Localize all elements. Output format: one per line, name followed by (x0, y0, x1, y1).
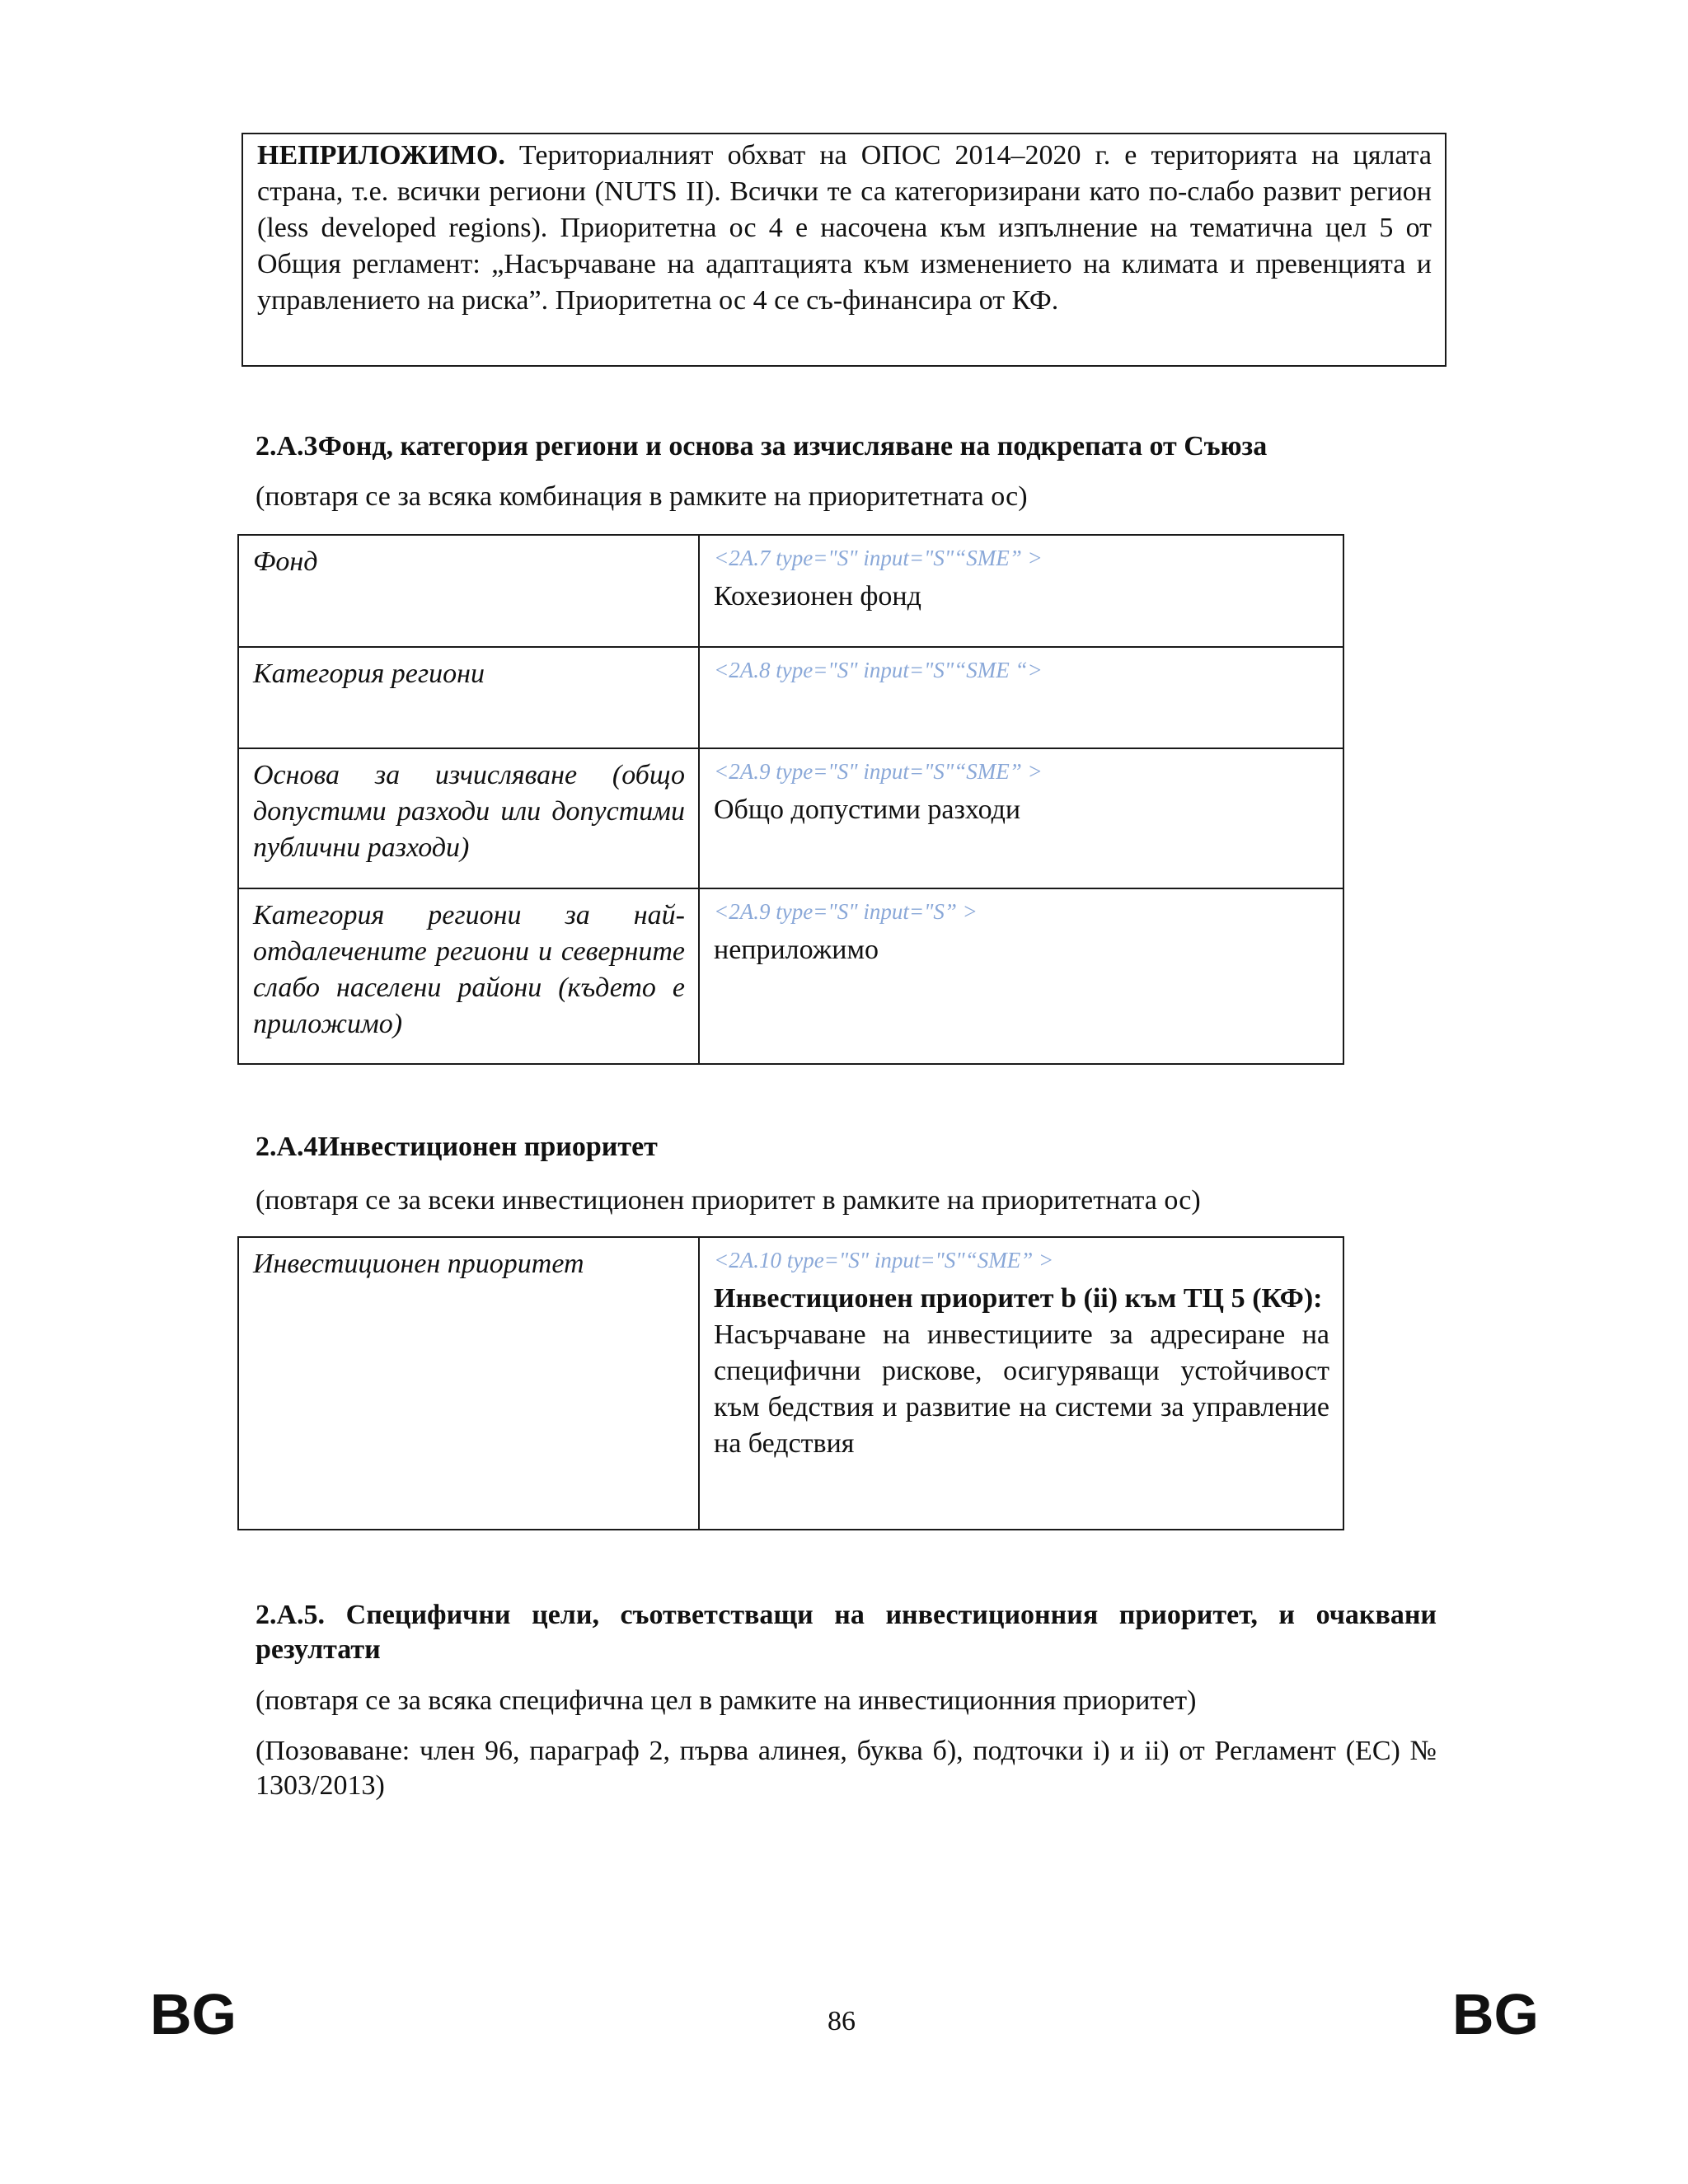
row-label-investment-priority: Инвестиционен приоритет (238, 1237, 699, 1530)
row-value-region-category (699, 647, 1343, 748)
section-2a3-note: (повтаря се за всяка комбинация в рамките на приоритетната ос) (256, 481, 1028, 512)
field-tag: <2A.8 type="S" input="S"“SME “> (714, 658, 1043, 682)
field-tag: <2A.9 type="S" input="S” > (714, 899, 978, 924)
section-2a5-title: Специфични цели, съответстващи на инвестиционния приоритет, и очаквани резултати (256, 1600, 1437, 1665)
row-label-calculation-basis: Основа за изчисляване (общо допустими разходи или допустими публични разходи) (238, 748, 699, 888)
section-2a5-number: 2.A.5. (256, 1600, 326, 1630)
row-value-investment-priority (699, 1237, 1343, 1530)
footer-language-mark-right: BG (1452, 1982, 1539, 2046)
not-applicable-lead: НЕПРИЛОЖИМО. (257, 140, 505, 171)
footer-language-mark-left: BG (150, 1982, 237, 2046)
fund-value: Кохезионен фонд (714, 581, 921, 612)
not-applicable-box (241, 133, 1447, 367)
row-label-region-category: Категория региони (238, 647, 699, 748)
row-label-outermost-regions: Категория региони за най-отдалечените региони и северните слабо населени райони (където е приложимо) (238, 888, 699, 1064)
investment-priority-description (714, 1281, 1329, 1462)
regulation-reference: (Позоваване: член 96, параграф 2, първа алинея, буква б), подточки i) и ii) от Регламент (ЕС) № 1303/2013) (256, 1736, 1437, 1801)
investment-priority-code: Инвестиционен приоритет b (ii) към ТЦ 5 (КФ): (714, 1283, 1323, 1314)
section-2a4-note: (повтаря се за всеки инвестиционен приоритет в рамките на приоритетната ос) (256, 1185, 1201, 1216)
calculation-basis-value: Общо допустими разходи (714, 794, 1021, 825)
section-2a4-number: 2.A.4 (256, 1132, 318, 1162)
table-row (238, 888, 1343, 1064)
section-2a3-number: 2.A.3 (256, 431, 318, 462)
row-value-outermost-regions (699, 888, 1343, 1064)
page-number: 86 (828, 2006, 856, 2036)
section-2a3-heading (256, 429, 1267, 464)
row-value-fund (699, 535, 1343, 647)
section-2a5-heading (256, 1598, 1437, 1667)
section-2a3-title: Фонд, категория региони и основа за изчисляване на подкрепата от Съюза (317, 431, 1268, 462)
field-tag: <2A.10 type="S" input="S"“SME” > (714, 1248, 1054, 1272)
row-label-fund: Фонд (238, 535, 699, 647)
not-applicable-text: Териториалният обхват на ОПОС 2014–2020 г. е територията на цялата страна, т.е. всички региони (NUTS II). Всички те са категоризирани като по-слабо развит регион (less developed regions). Приоритетна ос 4 е насочена към изпълнение на тематична цел 5 от Общия регламент: „Насърчаване на адаптацията към изменението на климата и превенцията и управлението на риска”. Приоритетна ос 4 се съ-финансира от КФ. (257, 140, 1432, 316)
row-value-calculation-basis (699, 748, 1343, 888)
fund-category-table (237, 534, 1344, 1065)
section-2a5-note: (повтаря се за всяка специфична цел в рамките на инвестиционния приоритет) (256, 1685, 1197, 1716)
table-row (238, 748, 1343, 888)
section-2a4-title: Инвестиционен приоритет (317, 1132, 658, 1162)
table-row (238, 1237, 1343, 1530)
table-row (238, 647, 1343, 748)
investment-priority-text: Насърчаване на инвестициите за адресиране на специфични рискове, осигуряващи устойчивост към бедствия и развитие на системи за управление на бедствия (714, 1319, 1329, 1459)
investment-priority-table (237, 1236, 1344, 1530)
field-tag: <2A.7 type="S" input="S"“SME” > (714, 546, 1043, 570)
section-2a4-heading (256, 1130, 658, 1165)
table-row (238, 535, 1343, 647)
outermost-regions-value: неприложимо (714, 935, 879, 965)
field-tag: <2A.9 type="S" input="S"“SME” > (714, 759, 1043, 784)
